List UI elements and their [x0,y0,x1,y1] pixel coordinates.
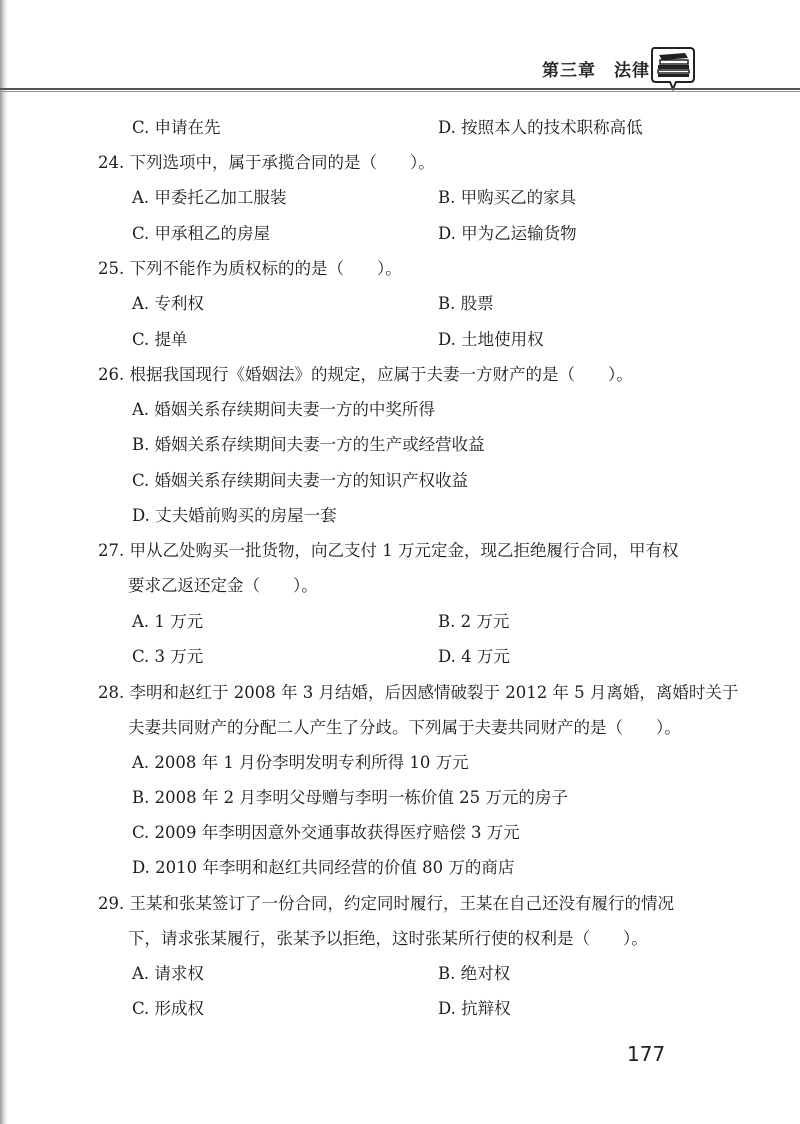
q27-option-c: C. 3 万元 [132,647,204,666]
q28-option-d: D. 2010 年李明和赵红共同经营的价值 80 万的商店 [132,858,515,877]
q29-option-d: D. 抗辩权 [438,999,511,1018]
q27-option-b: B. 2 万元 [438,612,510,631]
q28-option-a: A. 2008 年 1 月份李明发明专利所得 10 万元 [132,753,469,772]
q25-option-b: B. 股票 [438,294,494,313]
option-c-prev: C. 申请在先 [132,118,221,137]
question-27: 27. 甲从乙处购买一批货物，向乙支付 1 万元定金，现乙拒绝履行合同，甲有权 [98,541,679,560]
q28-option-c: C. 2009 年李明因意外交通事故获得医疗赔偿 3 万元 [132,823,520,842]
option-d-prev: D. 按照本人的技术职称高低 [438,118,643,137]
q25-option-d: D. 土地使用权 [438,330,544,349]
q29-option-a: A. 请求权 [132,964,204,983]
question-29: 29. 王某和张某签订了一份合同，约定同时履行，王某在自己还没有履行的情况 [98,894,674,913]
page-number: 177 [627,1042,666,1066]
q29-option-b: B. 绝对权 [438,964,511,983]
chapter-title: 第三章 法律 [542,61,650,81]
q26-option-b: B. 婚姻关系存续期间夫妻一方的生产或经营收益 [132,435,485,454]
q26-option-c: C. 婚姻关系存续期间夫妻一方的知识产权收益 [132,471,469,490]
q24-option-a: A. 甲委托乙加工服装 [132,188,287,207]
question-24: 24. 下列选项中，属于承揽合同的是（ ）。 [98,153,435,172]
q29-option-c: C. 形成权 [132,999,205,1018]
q24-option-c: C. 甲承租乙的房屋 [132,224,271,243]
question-29-cont: 下，请求张某履行，张某予以拒绝，这时张某所行使的权利是（ ）。 [128,929,648,948]
q25-option-c: C. 提单 [132,330,188,349]
q28-option-b: B. 2008 年 2 月李明父母赠与李明一栋价值 25 万元的房子 [132,788,568,807]
q24-option-b: B. 甲购买乙的家具 [438,188,577,207]
question-28: 28. 李明和赵红于 2008 年 3 月结婚，后因感情破裂于 2012 年 5 月离婚，离婚时关于 [98,683,739,702]
question-26: 26. 根据我国现行《婚姻法》的规定，应属于夫妻一方财产的是（ ）。 [98,365,633,384]
q25-option-a: A. 专利权 [132,294,204,313]
question-25: 25. 下列不能作为质权标的的是（ ）。 [98,259,402,278]
question-28-cont: 夫妻共同财产的分配二人产生了分歧。下列属于夫妻共同财产的是（ ）。 [128,718,681,737]
q26-option-a: A. 婚姻关系存续期间夫妻一方的中奖所得 [132,400,435,419]
q27-option-a: A. 1 万元 [132,612,204,631]
q26-option-d: D. 丈夫婚前购买的房屋一套 [132,506,337,525]
q24-option-d: D. 甲为乙运输货物 [438,224,577,243]
question-27-cont: 要求乙返还定金（ ）。 [128,576,318,595]
q27-option-d: D. 4 万元 [438,647,510,666]
